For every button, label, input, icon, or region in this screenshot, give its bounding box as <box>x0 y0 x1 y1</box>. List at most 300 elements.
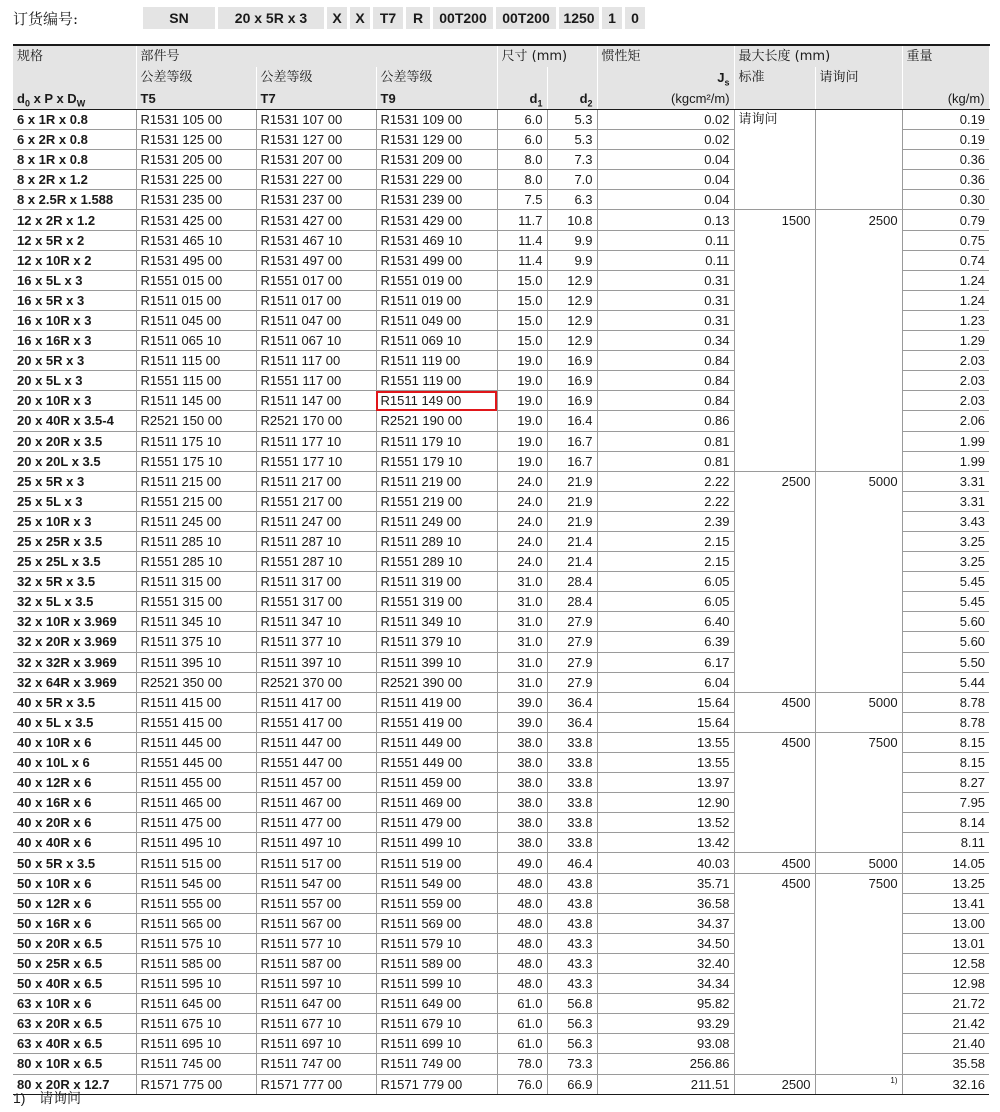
maxlen-inquire-cell: 5000 <box>815 853 902 873</box>
d1-cell: 24.0 <box>497 531 547 551</box>
weight-cell: 7.95 <box>902 793 989 813</box>
maxlen-inquire-cell <box>815 893 902 913</box>
weight-cell: 13.25 <box>902 873 989 893</box>
maxlen-std-cell <box>734 150 815 170</box>
table-row <box>13 371 989 391</box>
d2-cell: 10.8 <box>547 210 597 230</box>
size-cell: 16 x 10R x 3 <box>13 310 136 330</box>
d2-cell: 43.3 <box>547 933 597 953</box>
inertia-cell: 13.97 <box>597 773 734 793</box>
size-cell: 25 x 25R x 3.5 <box>13 531 136 551</box>
part-t5-cell: R1511 345 10 <box>136 612 256 632</box>
weight-cell: 3.25 <box>902 552 989 572</box>
d1-cell: 11.7 <box>497 210 547 230</box>
d1-cell: 7.5 <box>497 190 547 210</box>
size-cell: 80 x 20R x 12.7 <box>13 1074 136 1094</box>
table-row <box>13 572 989 592</box>
d2-cell: 21.9 <box>547 511 597 531</box>
table-row <box>13 130 989 150</box>
table-row <box>13 451 989 471</box>
table-row <box>13 230 989 250</box>
maxlen-std-cell <box>734 913 815 933</box>
weight-cell: 35.58 <box>902 1054 989 1074</box>
d1-cell: 19.0 <box>497 431 547 451</box>
inertia-cell: 0.11 <box>597 230 734 250</box>
part-t9-cell: R1531 109 00 <box>376 110 497 130</box>
weight-cell: 32.16 <box>902 1074 989 1094</box>
maxlen-inquire-cell <box>815 110 902 130</box>
inertia-cell: 0.34 <box>597 331 734 351</box>
part-t5-cell: R1511 065 10 <box>136 331 256 351</box>
part-t9-cell: R1511 379 10 <box>376 632 497 652</box>
part-t9-cell: R1511 569 00 <box>376 913 497 933</box>
part-t7-cell: R1551 017 00 <box>256 270 376 290</box>
weight-cell: 0.19 <box>902 130 989 150</box>
maxlen-std-cell <box>734 753 815 773</box>
inertia-cell: 6.39 <box>597 632 734 652</box>
size-cell: 40 x 16R x 6 <box>13 793 136 813</box>
table-row <box>13 331 989 351</box>
d1-cell: 8.0 <box>497 150 547 170</box>
d1-cell: 19.0 <box>497 351 547 371</box>
part-t7-cell: R1511 067 10 <box>256 331 376 351</box>
d1-cell: 38.0 <box>497 833 547 853</box>
part-t9-cell: R1551 319 00 <box>376 592 497 612</box>
weight-cell: 1.99 <box>902 431 989 451</box>
inertia-cell: 15.64 <box>597 712 734 732</box>
d2-cell: 28.4 <box>547 592 597 612</box>
maxlen-std-cell <box>734 290 815 310</box>
maxlen-inquire-cell <box>815 913 902 933</box>
d2-cell: 9.9 <box>547 230 597 250</box>
footnote-ref: 1) <box>890 1075 898 1085</box>
d1-cell: 48.0 <box>497 873 547 893</box>
maxlen-inquire-cell <box>815 491 902 511</box>
inertia-cell: 0.13 <box>597 210 734 230</box>
table-row <box>13 250 989 270</box>
part-t7-cell: R1551 317 00 <box>256 592 376 612</box>
size-cell: 40 x 10R x 6 <box>13 732 136 752</box>
part-t9-cell: R1511 419 00 <box>376 692 497 712</box>
d2-cell: 43.8 <box>547 873 597 893</box>
header-tol-t9: T9 <box>376 88 497 110</box>
header-maxlen-inquire: 请询问 <box>815 67 902 88</box>
size-cell: 40 x 5L x 3.5 <box>13 712 136 732</box>
maxlen-inquire-cell <box>815 994 902 1014</box>
part-t7-cell: R1511 697 10 <box>256 1034 376 1054</box>
weight-cell: 1.29 <box>902 331 989 351</box>
d2-cell: 56.3 <box>547 1034 597 1054</box>
part-t9-cell: R1511 019 00 <box>376 290 497 310</box>
table-row <box>13 913 989 933</box>
part-t9-cell: R1511 649 00 <box>376 994 497 1014</box>
size-cell: 50 x 16R x 6 <box>13 913 136 933</box>
inertia-cell: 0.31 <box>597 290 734 310</box>
maxlen-std-cell <box>734 893 815 913</box>
part-t9-cell: R1511 319 00 <box>376 572 497 592</box>
inertia-cell: 0.31 <box>597 310 734 330</box>
size-cell: 25 x 10R x 3 <box>13 511 136 531</box>
weight-cell: 8.14 <box>902 813 989 833</box>
maxlen-std-cell <box>734 391 815 411</box>
size-cell: 25 x 5L x 3 <box>13 491 136 511</box>
size-cell: 32 x 5L x 3.5 <box>13 592 136 612</box>
part-t7-cell: R1511 547 00 <box>256 873 376 893</box>
weight-cell: 5.60 <box>902 612 989 632</box>
size-cell: 25 x 25L x 3.5 <box>13 552 136 572</box>
maxlen-inquire-cell <box>815 974 902 994</box>
table-row <box>13 974 989 994</box>
weight-cell: 5.45 <box>902 572 989 592</box>
d2-cell: 21.9 <box>547 491 597 511</box>
weight-cell: 2.03 <box>902 371 989 391</box>
part-t5-cell: R1511 045 00 <box>136 310 256 330</box>
maxlen-std-cell <box>734 592 815 612</box>
d2-cell: 16.4 <box>547 411 597 431</box>
maxlen-std-cell <box>734 310 815 330</box>
size-cell: 50 x 12R x 6 <box>13 893 136 913</box>
maxlen-std-cell <box>734 270 815 290</box>
d2-cell: 46.4 <box>547 853 597 873</box>
d1-cell: 15.0 <box>497 270 547 290</box>
maxlen-inquire-cell <box>815 612 902 632</box>
d2-cell: 12.9 <box>547 270 597 290</box>
d2-cell: 16.9 <box>547 371 597 391</box>
header-weight-group: 重量 <box>902 45 989 67</box>
part-t9-cell: R1531 499 00 <box>376 250 497 270</box>
size-cell: 50 x 5R x 3.5 <box>13 853 136 873</box>
header-size-group: 规格 <box>13 45 136 67</box>
inertia-cell: 0.02 <box>597 110 734 130</box>
weight-cell: 0.75 <box>902 230 989 250</box>
table-row <box>13 953 989 973</box>
table-row <box>13 411 989 431</box>
maxlen-std-cell: 4500 <box>734 853 815 873</box>
part-t5-cell: R1511 215 00 <box>136 471 256 491</box>
size-cell: 20 x 5R x 3 <box>13 351 136 371</box>
maxlen-inquire-cell <box>815 170 902 190</box>
maxlen-inquire-cell <box>815 632 902 652</box>
part-t5-cell: R1551 415 00 <box>136 712 256 732</box>
d1-cell: 19.0 <box>497 391 547 411</box>
header-tol-label-t7: 公差等级 <box>256 67 376 88</box>
maxlen-inquire-cell <box>815 351 902 371</box>
weight-cell: 13.41 <box>902 893 989 913</box>
d1-cell: 31.0 <box>497 572 547 592</box>
maxlen-std-cell: 1500 <box>734 210 815 230</box>
d1-cell: 19.0 <box>497 411 547 431</box>
maxlen-std-cell <box>734 652 815 672</box>
part-t5-cell: R1511 575 10 <box>136 933 256 953</box>
part-t7-cell: R1551 287 10 <box>256 552 376 572</box>
inertia-cell: 40.03 <box>597 853 734 873</box>
inertia-cell: 256.86 <box>597 1054 734 1074</box>
maxlen-std-cell <box>734 933 815 953</box>
part-t7-cell: R1511 457 00 <box>256 773 376 793</box>
maxlen-std-cell <box>734 712 815 732</box>
d2-cell: 43.8 <box>547 893 597 913</box>
part-t9-cell: R1511 219 00 <box>376 471 497 491</box>
maxlen-std-cell: 2500 <box>734 1074 815 1094</box>
maxlen-std-cell <box>734 1014 815 1034</box>
weight-cell: 1.24 <box>902 290 989 310</box>
weight-cell: 3.25 <box>902 531 989 551</box>
maxlen-inquire-cell <box>815 130 902 150</box>
size-cell: 32 x 5R x 3.5 <box>13 572 136 592</box>
weight-cell: 1.99 <box>902 451 989 471</box>
maxlen-std-cell <box>734 170 815 190</box>
part-t7-cell: R2521 170 00 <box>256 411 376 431</box>
d2-cell: 33.8 <box>547 813 597 833</box>
part-t5-cell: R1511 315 00 <box>136 572 256 592</box>
part-t9-cell: R1511 519 00 <box>376 853 497 873</box>
table-row <box>13 170 989 190</box>
part-t7-cell: R1511 347 10 <box>256 612 376 632</box>
maxlen-std-cell <box>734 331 815 351</box>
maxlen-inquire-cell <box>815 753 902 773</box>
inertia-cell: 13.55 <box>597 753 734 773</box>
d2-cell: 56.3 <box>547 1014 597 1034</box>
inertia-cell: 0.84 <box>597 391 734 411</box>
d1-cell: 24.0 <box>497 471 547 491</box>
weight-cell: 21.42 <box>902 1014 989 1034</box>
d1-cell: 15.0 <box>497 331 547 351</box>
maxlen-std-cell <box>734 833 815 853</box>
table-row <box>13 491 989 511</box>
d2-cell: 7.0 <box>547 170 597 190</box>
inertia-cell: 0.04 <box>597 170 734 190</box>
part-t5-cell: R1511 455 00 <box>136 773 256 793</box>
weight-cell: 5.45 <box>902 592 989 612</box>
d2-cell: 12.9 <box>547 290 597 310</box>
part-t7-cell: R1511 597 10 <box>256 974 376 994</box>
weight-cell: 3.31 <box>902 471 989 491</box>
maxlen-inquire-cell <box>815 572 902 592</box>
size-cell: 63 x 20R x 6.5 <box>13 1014 136 1034</box>
d1-cell: 61.0 <box>497 1034 547 1054</box>
maxlen-std-cell <box>734 1034 815 1054</box>
weight-cell: 21.40 <box>902 1034 989 1054</box>
d1-cell: 61.0 <box>497 994 547 1014</box>
part-t5-cell: R1511 515 00 <box>136 853 256 873</box>
d1-cell: 8.0 <box>497 170 547 190</box>
table-row <box>13 310 989 330</box>
header-d2: $d_2$ <box>547 88 597 110</box>
inertia-cell: 2.15 <box>597 552 734 572</box>
d1-cell: 48.0 <box>497 953 547 973</box>
table-row <box>13 753 989 773</box>
part-t5-cell: R1571 775 00 <box>136 1074 256 1094</box>
d1-cell: 38.0 <box>497 793 547 813</box>
order-code-cell: R <box>406 7 430 29</box>
part-t5-cell: R1551 315 00 <box>136 592 256 612</box>
part-t7-cell: R1511 477 00 <box>256 813 376 833</box>
maxlen-inquire-cell: 7500 <box>815 732 902 752</box>
weight-cell: 8.11 <box>902 833 989 853</box>
d2-cell: 66.9 <box>547 1074 597 1094</box>
inertia-cell: 0.81 <box>597 431 734 451</box>
maxlen-std-cell <box>734 431 815 451</box>
size-cell: 16 x 5R x 3 <box>13 290 136 310</box>
table-row <box>13 190 989 210</box>
maxlen-std-cell: 4500 <box>734 873 815 893</box>
maxlen-std-cell: 4500 <box>734 692 815 712</box>
part-t5-cell: R1511 695 10 <box>136 1034 256 1054</box>
order-code-cell: 00T200 <box>496 7 556 29</box>
part-t9-cell: R1511 579 10 <box>376 933 497 953</box>
inertia-cell: 0.86 <box>597 411 734 431</box>
header-part-group: 部件号 <box>136 45 497 67</box>
part-t9-cell: R1511 069 10 <box>376 331 497 351</box>
order-code-cell: X <box>350 7 370 29</box>
part-t7-cell: R1511 557 00 <box>256 893 376 913</box>
d2-cell: 16.7 <box>547 451 597 471</box>
part-t5-cell: R1551 115 00 <box>136 371 256 391</box>
maxlen-inquire-cell <box>815 672 902 692</box>
footnote <box>13 1088 81 1108</box>
d1-cell: 39.0 <box>497 692 547 712</box>
part-t9-cell: R1531 229 00 <box>376 170 497 190</box>
weight-cell: 8.78 <box>902 692 989 712</box>
order-code-cell: 20 x 5R x 3 <box>218 7 324 29</box>
size-cell: 20 x 5L x 3 <box>13 371 136 391</box>
maxlen-inquire-cell <box>815 1074 902 1094</box>
part-t5-cell: R1531 225 00 <box>136 170 256 190</box>
inertia-cell: 36.58 <box>597 893 734 913</box>
table-row <box>13 652 989 672</box>
spec-table <box>13 44 990 1095</box>
weight-cell: 3.43 <box>902 511 989 531</box>
size-cell: 50 x 40R x 6.5 <box>13 974 136 994</box>
maxlen-inquire-cell <box>815 391 902 411</box>
order-code-cell: X <box>327 7 347 29</box>
size-cell: 25 x 5R x 3 <box>13 471 136 491</box>
d1-cell: 6.0 <box>497 130 547 150</box>
part-t5-cell: R1551 175 10 <box>136 451 256 471</box>
maxlen-inquire-cell <box>815 592 902 612</box>
size-cell: 8 x 1R x 0.8 <box>13 150 136 170</box>
table-row <box>13 873 989 893</box>
weight-cell: 8.15 <box>902 753 989 773</box>
maxlen-inquire-cell <box>815 531 902 551</box>
weight-cell: 3.31 <box>902 491 989 511</box>
part-t7-cell: R1511 647 00 <box>256 994 376 1014</box>
d2-cell: 16.9 <box>547 391 597 411</box>
part-t9-cell: R1511 559 00 <box>376 893 497 913</box>
part-t7-cell: R1511 117 00 <box>256 351 376 371</box>
maxlen-std-cell <box>734 974 815 994</box>
d2-cell: 9.9 <box>547 250 597 270</box>
maxlen-inquire-cell <box>815 1014 902 1034</box>
inertia-cell: 0.11 <box>597 250 734 270</box>
maxlen-inquire-cell <box>815 953 902 973</box>
d2-cell: 27.9 <box>547 652 597 672</box>
d1-cell: 38.0 <box>497 813 547 833</box>
inertia-cell: 6.40 <box>597 612 734 632</box>
weight-cell: 2.03 <box>902 391 989 411</box>
part-t9-cell: R1511 449 00 <box>376 732 497 752</box>
weight-cell: 0.19 <box>902 110 989 130</box>
d1-cell: 48.0 <box>497 933 547 953</box>
maxlen-std-cell <box>734 793 815 813</box>
weight-cell: 5.60 <box>902 632 989 652</box>
inertia-cell: 0.04 <box>597 190 734 210</box>
weight-cell: 5.44 <box>902 672 989 692</box>
table-row <box>13 773 989 793</box>
inertia-cell: 0.84 <box>597 351 734 371</box>
order-code-cells <box>143 7 648 29</box>
part-t7-cell: R1511 677 10 <box>256 1014 376 1034</box>
part-t9-cell: R1511 749 00 <box>376 1054 497 1074</box>
part-t9-cell: R1511 499 10 <box>376 833 497 853</box>
part-t5-cell: R1511 645 00 <box>136 994 256 1014</box>
maxlen-inquire-cell <box>815 270 902 290</box>
table-row <box>13 351 989 371</box>
maxlen-std-cell <box>734 130 815 150</box>
table-row <box>13 511 989 531</box>
part-t9-cell: R1511 599 10 <box>376 974 497 994</box>
part-t9-cell: R1511 249 00 <box>376 511 497 531</box>
table-row <box>13 1034 989 1054</box>
order-code-cell: 00T200 <box>433 7 493 29</box>
maxlen-std-cell <box>734 572 815 592</box>
weight-cell: 0.74 <box>902 250 989 270</box>
weight-cell: 5.50 <box>902 652 989 672</box>
size-cell: 8 x 2R x 1.2 <box>13 170 136 190</box>
inertia-cell: 2.22 <box>597 491 734 511</box>
table-row <box>13 793 989 813</box>
part-t9-cell: R1571 779 00 <box>376 1074 497 1094</box>
part-t7-cell: R1511 287 10 <box>256 531 376 551</box>
part-t7-cell: R1511 217 00 <box>256 471 376 491</box>
maxlen-inquire-cell <box>815 250 902 270</box>
header-d1: $d_1$ <box>497 88 547 110</box>
weight-cell: 1.23 <box>902 310 989 330</box>
maxlen-inquire-cell <box>815 933 902 953</box>
d2-cell: 6.3 <box>547 190 597 210</box>
inertia-cell: 0.81 <box>597 451 734 471</box>
part-t9-cell: R1551 119 00 <box>376 371 497 391</box>
header-tol-t7: T7 <box>256 88 376 110</box>
table-row <box>13 1054 989 1074</box>
size-cell: 6 x 1R x 0.8 <box>13 110 136 130</box>
part-t5-cell: R1511 555 00 <box>136 893 256 913</box>
table-row <box>13 732 989 752</box>
table-row <box>13 552 989 572</box>
d1-cell: 31.0 <box>497 592 547 612</box>
inertia-cell: 2.15 <box>597 531 734 551</box>
part-t9-cell: R1511 589 00 <box>376 953 497 973</box>
weight-cell: 21.72 <box>902 994 989 1014</box>
maxlen-inquire-cell <box>815 813 902 833</box>
maxlen-inquire-cell <box>815 652 902 672</box>
weight-cell: 2.06 <box>902 411 989 431</box>
inertia-cell: 13.55 <box>597 732 734 752</box>
part-t5-cell: R2521 350 00 <box>136 672 256 692</box>
part-t7-cell: R1571 777 00 <box>256 1074 376 1094</box>
header-inertia-group: 惯性矩 <box>597 45 734 67</box>
maxlen-inquire-cell <box>815 331 902 351</box>
part-t5-cell: R1511 445 00 <box>136 732 256 752</box>
part-t7-cell: R1511 397 10 <box>256 652 376 672</box>
part-t5-cell: R1531 495 00 <box>136 250 256 270</box>
part-t9-cell: R1511 699 10 <box>376 1034 497 1054</box>
maxlen-std-cell <box>734 230 815 250</box>
part-t7-cell: R1531 237 00 <box>256 190 376 210</box>
weight-cell: 2.03 <box>902 351 989 371</box>
table-row <box>13 471 989 491</box>
part-t9-cell: R1511 459 00 <box>376 773 497 793</box>
